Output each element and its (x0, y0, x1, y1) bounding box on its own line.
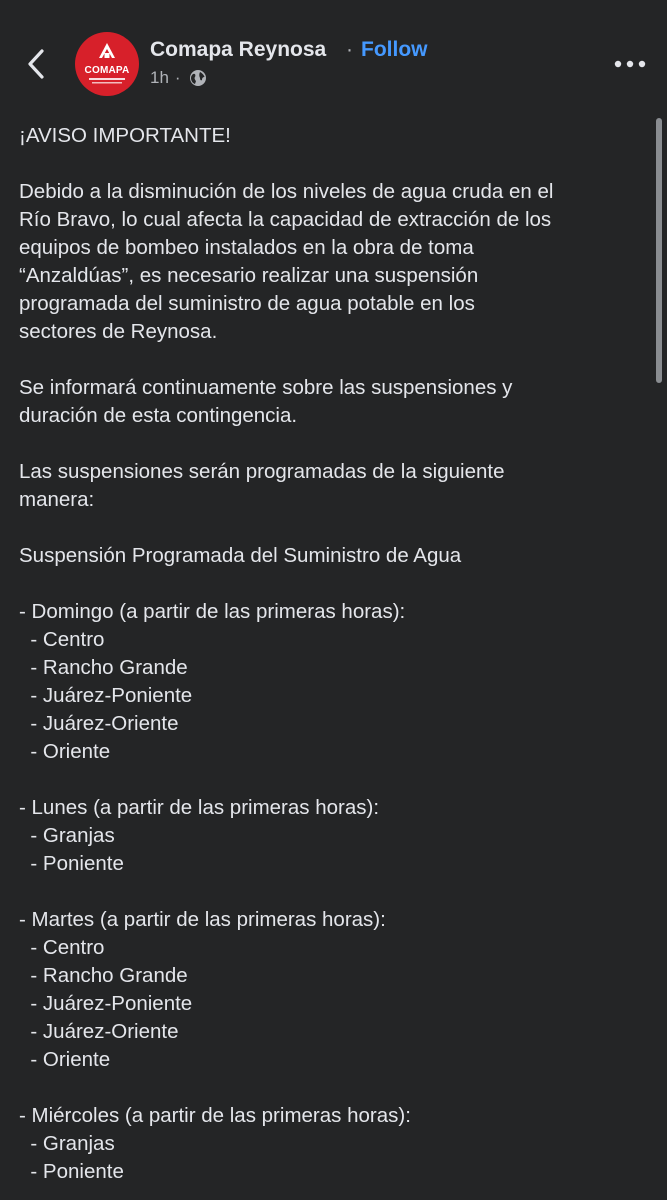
post-text-line: - Martes (a partir de las primeras horas): (19, 908, 386, 931)
scrollbar[interactable] (656, 118, 662, 383)
post-text-line: Se informará continuamente sobre las suspensiones y (19, 376, 513, 399)
chevron-left-icon (25, 48, 47, 80)
more-options-button[interactable] (608, 50, 652, 78)
follow-button[interactable]: Follow (361, 38, 428, 61)
post-text-line: - Poniente (19, 1160, 124, 1183)
post-text-line: - Lunes (a partir de las primeras horas): (19, 796, 380, 819)
post-blank-line (19, 430, 649, 458)
post-text-line: Suspensión Programada del Suministro de Agua (19, 544, 462, 567)
post-blank-line (19, 1074, 649, 1102)
post-text-line: - Rancho Grande (19, 656, 188, 679)
page-name[interactable]: Comapa Reynosa (150, 38, 327, 61)
post-text (19, 122, 649, 1186)
post-text-line: - Centro (19, 628, 105, 651)
post-text-line: equipos de bombeo instalados en la obra de toma (19, 236, 474, 259)
post-text-line: duración de esta contingencia. (19, 404, 298, 427)
post-blank-line (19, 514, 649, 542)
name-separator: · (346, 38, 353, 61)
post-text-line: Debido a la disminución de los niveles de agua cruda en el (19, 180, 554, 203)
post-text-line: - Centro (19, 936, 105, 959)
post-text-line: - Juárez-Oriente (19, 712, 179, 735)
globe-icon (189, 69, 207, 87)
post-blank-line (19, 766, 649, 794)
back-button[interactable] (18, 42, 54, 86)
post-header (0, 0, 667, 110)
post-text-line: Las suspensiones serán programadas de la siguiente (19, 460, 505, 483)
post-text-line: - Granjas (19, 824, 115, 847)
post-text-line: manera: (19, 488, 95, 511)
post-text-line: - Juárez-Poniente (19, 684, 193, 707)
post-blank-line (19, 570, 649, 598)
avatar-logo-text: COMAPA (84, 65, 130, 76)
post-text-line: “Anzaldúas”, es necesario realizar una suspensión (19, 264, 479, 287)
post-text-line: - Oriente (19, 1048, 111, 1071)
post-text-line: - Rancho Grande (19, 964, 188, 987)
post-text-line: - Domingo (a partir de las primeras horas): (19, 600, 406, 623)
comapa-logo-icon (75, 32, 139, 96)
post-text-line: - Oriente (19, 740, 111, 763)
post-text-line: Río Bravo, lo cual afecta la capacidad de extracción de los (19, 208, 552, 231)
post-text-line: - Granjas (19, 1132, 115, 1155)
post-blank-line (19, 346, 649, 374)
post-meta (150, 68, 207, 88)
post-blank-line (19, 150, 649, 178)
page-avatar[interactable] (75, 32, 139, 96)
post-text-line: - Miércoles (a partir de las primeras horas): (19, 1104, 411, 1127)
post-text-line: programada del suministro de agua potable en los (19, 292, 475, 315)
post-text-line: - Juárez-Poniente (19, 992, 193, 1015)
post-blank-line (19, 878, 649, 906)
post-text-line: - Poniente (19, 852, 124, 875)
post-text-line: ¡AVISO IMPORTANTE! (19, 124, 231, 147)
meta-separator: · (174, 68, 181, 87)
more-horizontal-icon (614, 60, 646, 68)
post-timestamp[interactable]: 1h (150, 68, 169, 87)
post-text-line: sectores de Reynosa. (19, 320, 218, 343)
post-text-line: - Juárez-Oriente (19, 1020, 179, 1043)
